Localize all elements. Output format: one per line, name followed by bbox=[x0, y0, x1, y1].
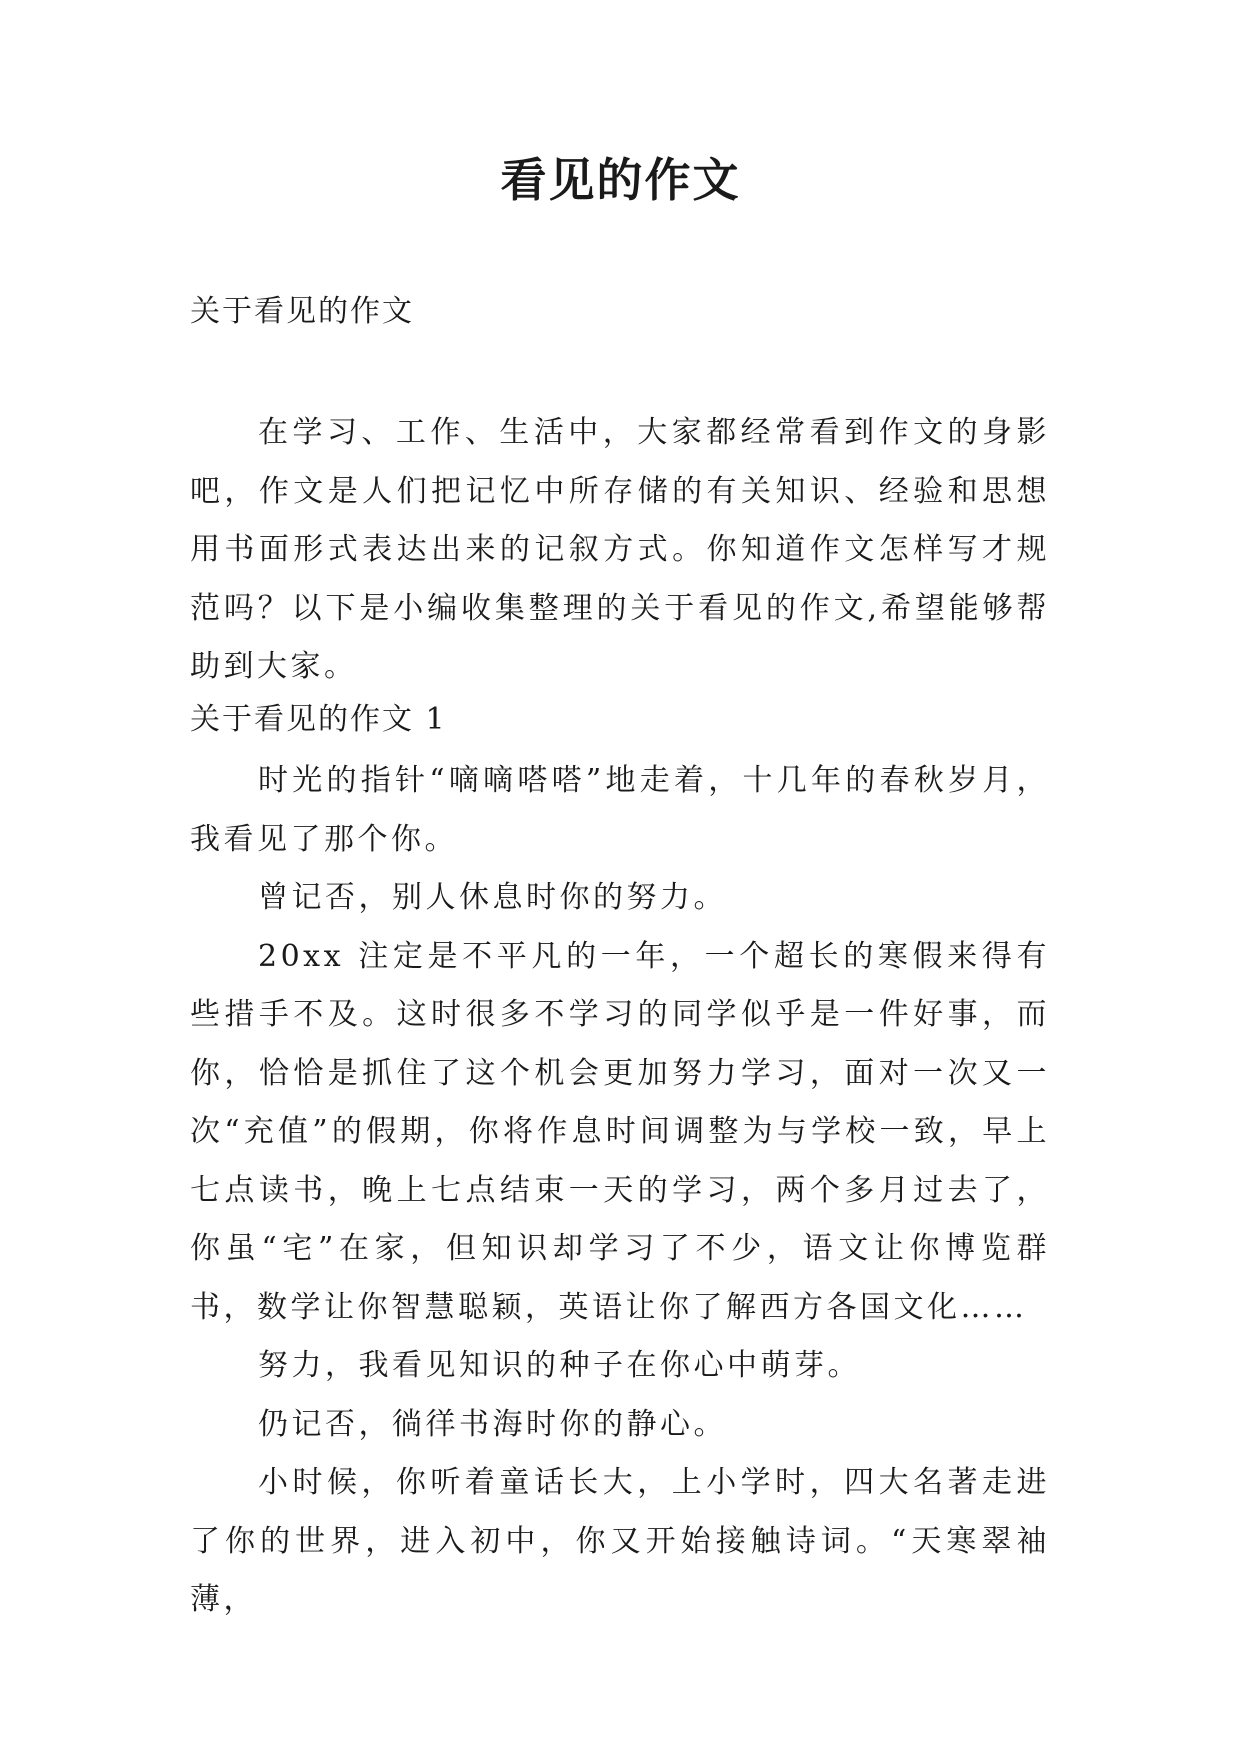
intro-paragraph: 在学习、工作、生活中，大家都经常看到作文的身影吧，作文是人们把记忆中所存储的有关知识、经验和思想用书面形式表达出来的记叙方式。你知道作文怎样写才规范吗？以下是小编收集整理的关于看见的作文,希望能够帮助到大家。 bbox=[190, 415, 1050, 684]
document-title: 看见的作文 bbox=[500, 153, 741, 207]
section-heading: 关于看见的作文 1 bbox=[190, 702, 447, 737]
essay-body bbox=[190, 752, 1050, 1630]
essay-paragraph: 20xx 注定是不平凡的一年，一个超长的寒假来得有些措手不及。这时很多不学习的同学似乎是一件好事，而你，恰恰是抓住了这个机会更加努力学习，面对一次又一次“充值”的假期，你将作息时间调整为与学校一致，早上七点读书，晚上七点结束一天的学习，两个多月过去了，你虽“宅”在家，但知识却学习了不少，语文让你博览群书，数学让你智慧聪颖，英语让你了解西方各国文化…… bbox=[190, 938, 1050, 1325]
document-subtitle: 关于看见的作文 bbox=[190, 294, 414, 329]
essay-paragraph: 小时候，你听着童话长大，上小学时，四大名著走进了你的世界，进入初中，你又开始接触诗词。“天寒翠袖薄， bbox=[190, 1465, 1050, 1617]
essay-paragraph: 仍记否，徜徉书海时你的静心。 bbox=[258, 1406, 727, 1442]
essay-paragraph: 时光的指针“嘀嘀嗒嗒”地走着，十几年的春秋岁月，我看见了那个你。 bbox=[190, 763, 1050, 857]
essay-paragraph: 曾记否，别人休息时你的努力。 bbox=[258, 880, 727, 915]
essay-paragraph: 努力，我看见知识的种子在你心中萌芽。 bbox=[258, 1348, 861, 1383]
